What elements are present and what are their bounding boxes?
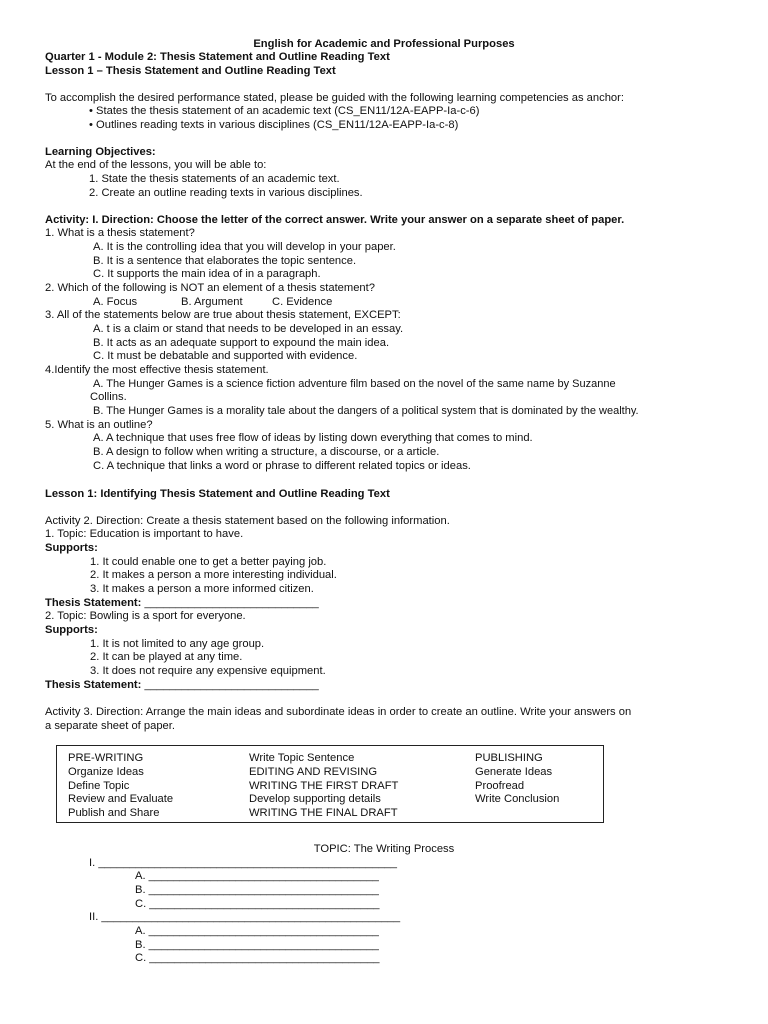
choice: B. A design to follow when writing a structure, a discourse, or a article. bbox=[93, 446, 440, 458]
box-item: Generate Ideas bbox=[475, 766, 553, 778]
outline-roman-line: II. ________________________________________________ bbox=[89, 911, 401, 923]
outline-topic: TOPIC: The Writing Process bbox=[313, 843, 455, 855]
support-item: 3. It does not require any expensive equipment. bbox=[90, 665, 326, 677]
box-item: Develop supporting details bbox=[249, 793, 381, 805]
choice: C. It supports the main idea of in a paragraph. bbox=[93, 268, 321, 280]
choice: A. t is a claim or stand that needs to be developed in an essay. bbox=[93, 323, 404, 335]
choice: A. It is the controlling idea that you will develop in your paper. bbox=[93, 241, 396, 253]
box-item: WRITING THE FIRST DRAFT bbox=[249, 780, 399, 792]
outline-sub-line: B. _____________________________________ bbox=[135, 884, 379, 896]
support-item: 2. It makes a person a more interesting individual. bbox=[90, 569, 337, 581]
choice-continued: Collins. bbox=[90, 391, 127, 403]
objectives-heading: Learning Objectives: bbox=[45, 146, 156, 158]
outline-roman-line: I. ________________________________________________ bbox=[89, 857, 397, 869]
box-item: Proofread bbox=[475, 780, 525, 792]
box-item: EDITING AND REVISING bbox=[249, 766, 378, 778]
thesis-label: Thesis Statement: bbox=[45, 679, 142, 691]
supports-label: Supports: bbox=[45, 542, 98, 554]
box-item: Publish and Share bbox=[68, 807, 160, 819]
lesson-heading: Lesson 1: Identifying Thesis Statement and Outline Reading Text bbox=[45, 488, 390, 500]
question: 4.Identify the most effective thesis statement. bbox=[45, 364, 269, 376]
choice: C. A technique that links a word or phrase to different related topics or ideas. bbox=[93, 460, 471, 472]
support-item: 1. It is not limited to any age group. bbox=[90, 638, 265, 650]
choice: A. The Hunger Games is a science fiction adventure film based on the novel of the same name by Suzanne bbox=[93, 378, 616, 390]
thesis-blank: ____________________________ bbox=[141, 679, 319, 691]
box-item: Write Topic Sentence bbox=[249, 752, 355, 764]
activity2-direction: Activity 2. Direction: Create a thesis statement based on the following information. bbox=[45, 515, 450, 527]
objective-item: 1. State the thesis statements of an academic text. bbox=[89, 173, 340, 185]
choice: B. The Hunger Games is a morality tale about the dangers of a political system that is dominated by the wealthy. bbox=[93, 405, 639, 417]
activity3-direction: Activity 3. Direction: Arrange the main ideas and subordinate ideas in order to create an outline. Write your answers on bbox=[45, 706, 632, 718]
choice: B. Argument bbox=[181, 296, 243, 308]
box-item: PRE-WRITING bbox=[68, 752, 144, 764]
question: 1. What is a thesis statement? bbox=[45, 227, 195, 239]
supports-label: Supports: bbox=[45, 624, 98, 636]
box-item: PUBLISHING bbox=[475, 752, 543, 764]
module-title: Quarter 1 - Module 2: Thesis Statement and Outline Reading Text bbox=[45, 51, 390, 63]
ideas-box bbox=[56, 745, 604, 823]
competency-item: • States the thesis statement of an academic text (CS_EN11/12A-EAPP-Ia-c-6) bbox=[89, 105, 480, 117]
box-item: Define Topic bbox=[68, 780, 130, 792]
thesis-statement-line bbox=[45, 679, 319, 693]
outline-sub-line: C. _____________________________________ bbox=[135, 898, 380, 910]
document-title: English for Academic and Professional Purposes bbox=[253, 38, 515, 50]
choice: A. A technique that uses free flow of ideas by listing down everything that comes to mind. bbox=[93, 432, 533, 444]
outline-sub-line: A. _____________________________________ bbox=[135, 925, 379, 937]
activity3-direction-continued: a separate sheet of paper. bbox=[45, 720, 175, 732]
box-item: Write Conclusion bbox=[475, 793, 560, 805]
topic: 2. Topic: Bowling is a sport for everyone. bbox=[45, 610, 246, 622]
thesis-label: Thesis Statement: bbox=[45, 597, 142, 609]
box-item: Review and Evaluate bbox=[68, 793, 174, 805]
lesson-title: Lesson 1 – Thesis Statement and Outline Reading Text bbox=[45, 65, 336, 77]
support-item: 1. It could enable one to get a better paying job. bbox=[90, 556, 327, 568]
outline-sub-line: C. _____________________________________ bbox=[135, 952, 380, 964]
intro-text: To accomplish the desired performance stated, please be guided with the following learning competencies as anchor: bbox=[45, 92, 624, 104]
objectives-lead: At the end of the lessons, you will be able to: bbox=[45, 159, 267, 171]
choice: C. It must be debatable and supported with evidence. bbox=[93, 350, 358, 362]
choice: B. It acts as an adequate support to expound the main idea. bbox=[93, 337, 390, 349]
choice: A. Focus bbox=[93, 296, 138, 308]
outline-sub-line: B. _____________________________________ bbox=[135, 939, 379, 951]
thesis-blank: ____________________________ bbox=[141, 597, 319, 609]
choice: B. It is a sentence that elaborates the topic sentence. bbox=[93, 255, 357, 267]
choice: C. Evidence bbox=[272, 296, 333, 308]
support-item: 3. It makes a person a more informed citizen. bbox=[90, 583, 314, 595]
objective-item: 2. Create an outline reading texts in various disciplines. bbox=[89, 187, 363, 199]
competency-item: • Outlines reading texts in various disciplines (CS_EN11/12A-EAPP-Ia-c-8) bbox=[89, 119, 459, 131]
box-item: Organize Ideas bbox=[68, 766, 144, 778]
outline-sub-line: A. _____________________________________ bbox=[135, 870, 379, 882]
topic: 1. Topic: Education is important to have. bbox=[45, 528, 244, 540]
box-item: WRITING THE FINAL DRAFT bbox=[249, 807, 398, 819]
question: 2. Which of the following is NOT an element of a thesis statement? bbox=[45, 282, 375, 294]
support-item: 2. It can be played at any time. bbox=[90, 651, 243, 663]
question: 5. What is an outline? bbox=[45, 419, 153, 431]
question: 3. All of the statements below are true about thesis statement, EXCEPT: bbox=[45, 309, 401, 321]
activity1-direction: Activity: I. Direction: Choose the letter of the correct answer. Write your answer on a separate sheet of paper. bbox=[45, 214, 625, 226]
thesis-statement-line bbox=[45, 597, 319, 611]
